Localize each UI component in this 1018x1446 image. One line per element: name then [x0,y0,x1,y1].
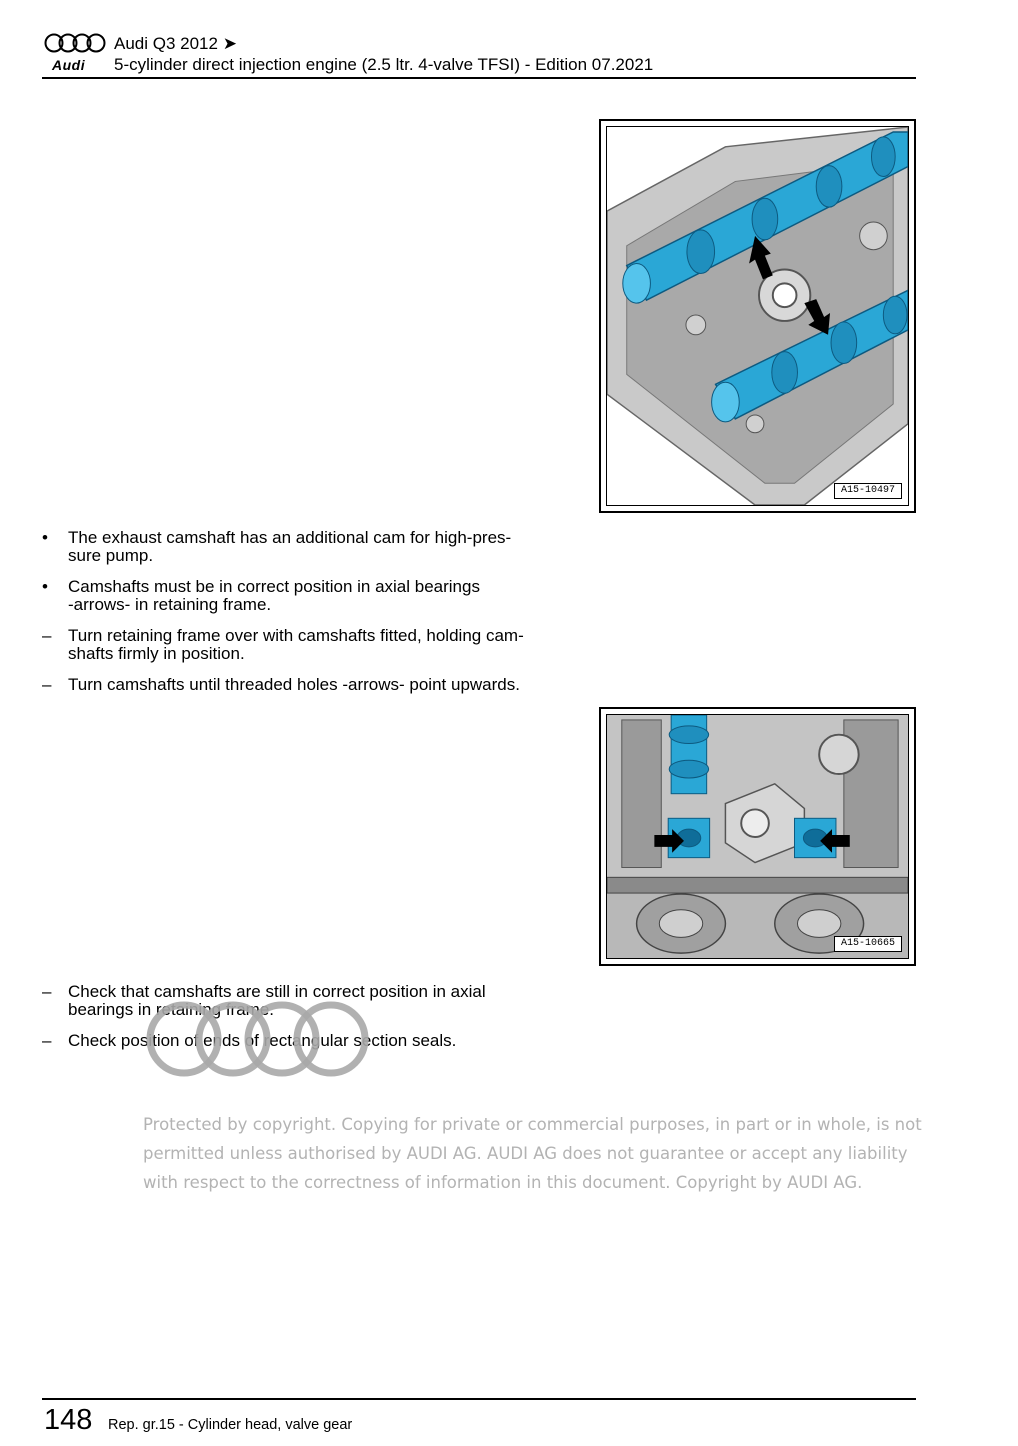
figure-illustration [606,714,909,959]
list-item-text: The exhaust camshaft has an additional cam for high-pres- sure pump. [68,528,512,565]
figure-camshafts-axial-bearings [599,119,916,513]
figure-code: A15-10665 [834,936,902,952]
header-divider [42,77,916,79]
camshaft-end-illustration [607,715,908,958]
copyright-watermark [143,1110,922,1197]
audi-rings-icon [44,32,106,56]
figure-camshaft-threaded-holes [599,707,916,966]
audi-logo [44,32,106,74]
list-marker: – [42,1031,52,1050]
watermark-line: permitted unless authorised by AUDI AG. AUDI AG does not guarantee or accept any liability [143,1144,908,1163]
list-marker: – [42,675,52,694]
list-marker: • [42,528,48,547]
camshaft-frame-illustration [607,127,908,505]
list-item-text: Turn retaining frame over with camshafts fitted, holding cam- shafts firmly in position. [68,626,524,663]
watermark-line: Protected by copyright. Copying for private or commercial purposes, in part or in whole, is not [143,1115,922,1134]
footer-divider [42,1398,916,1400]
instruction-list-1 [42,529,582,707]
list-item [42,529,582,565]
audi-wordmark: Audi [52,57,86,73]
manual-subtitle: 5-cylinder direct injection engine (2.5 ltr. 4-valve TFSI) - Edition 07.2021 [114,55,654,74]
list-item-text: Check that camshafts are still in correct position in axial bearings in retaining frame. [68,982,486,1019]
list-item [42,676,582,694]
manual-title: Audi Q3 2012 ➤ [114,34,237,53]
list-marker: – [42,626,52,645]
page-number: 148 [44,1404,93,1436]
list-item [42,578,582,614]
figure-illustration [606,126,909,506]
list-marker: • [42,577,48,596]
list-item-text: Turn camshafts until threaded holes -arrows- point upwards. [68,675,520,694]
watermark-rings-icon [144,998,372,1080]
list-item-text: Check position of ends of rectangular section seals. [68,1031,457,1050]
figure-code: A15-10497 [834,483,902,499]
list-item [42,627,582,663]
watermark-line: with respect to the correctness of information in this document. Copyright by AUDI AG. [143,1173,863,1192]
footer-section-title: Rep. gr.15 - Cylinder head, valve gear [108,1417,353,1433]
list-marker: – [42,982,52,1001]
list-item-text: Camshafts must be in correct position in axial bearings -arrows- in retaining frame. [68,577,480,614]
